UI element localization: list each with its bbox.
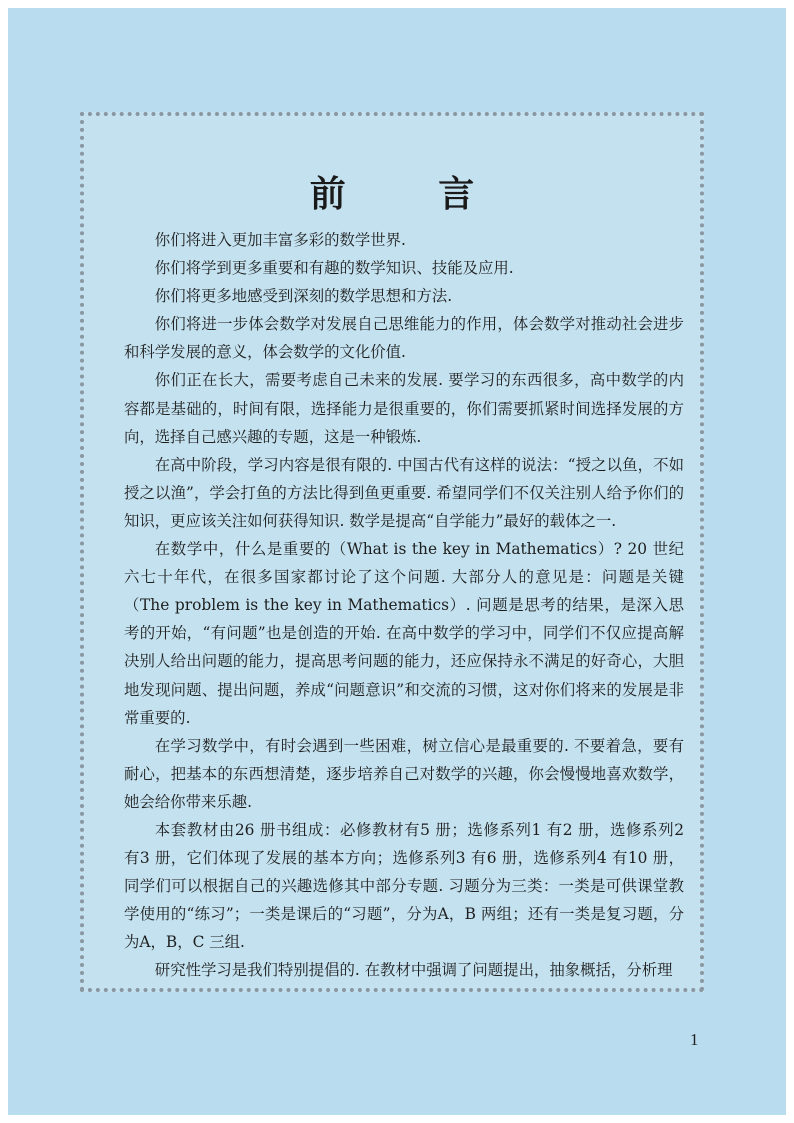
paragraph-7: 在数学中，什么是重要的（What is the key in Mathematics）? 20 世纪六七十年代，在很多国家都讨论了这个问题. 大部分人的意见是：问题是关键（The problem is the key in Mathematics）. 问题是思考的结果，是深入思考的开始，“有问题”也是创造的开始. 在高中数学的学习中，同学们不仅应提高解决别人给出问题的能力，提高思考问题的能力，还应保持永不满足的好奇心，大胆地发现问题、提出问题，养成“问题意识”和交流的习惯，这对你们将来的发展是非常重要的. (124, 540, 684, 727)
preface-body (124, 226, 684, 985)
paragraph-9: 本套教材由26 册书组成：必修教材有5 册；选修系列1 有2 册，选修系列2 有3 册，它们体现了发展的基本方向；选修系列3 有6 册，选修系列4 有10 册，同学们可以根据自己的兴趣选修其中部分专题. 习题分为三类：一类是可供课堂教学使用的“练习”；一类是课后的“习题”，分为A，B 两组；还有一类是复习题，分为A，B，C 三组. (124, 820, 684, 952)
paragraph-3: 你们将更多地感受到深刻的数学思想和方法. (154, 287, 453, 306)
paragraph-10: 研究性学习是我们特别提倡的. 在教材中强调了问题提出，抽象概括，分析理 (154, 961, 673, 980)
paragraph-1: 你们将进入更加丰富多彩的数学世界. (154, 231, 406, 249)
page-title: 前 言 (309, 174, 515, 215)
page-number: 1 (690, 1030, 699, 1049)
textbook-page (8, 8, 786, 1115)
preface-frame (80, 112, 704, 992)
paragraph-6: 在高中阶段，学习内容是很有限的. 中国古代有这样的说法：“授之以鱼，不如授之以渔”，学会打鱼的方法比得到鱼更重要. 希望同学们不仅关注别人给予你们的知识，更应该关注如何获得知识. 数学是提高“自学能力”最好的载体之一. (124, 455, 684, 530)
paragraph-8: 在学习数学中，有时会遇到一些困难，树立信心是最重要的. 不要着急，要有耐心，把基本的东西想清楚，逐步培养自己对数学的兴趣，你会慢慢地喜欢数学，她会给你带来乐趣. (124, 736, 684, 811)
paragraph-4: 你们将进一步体会数学对发展自己思维能力的作用，体会数学对推动社会进步和科学发展的意义，体会数学的文化价值. (124, 315, 684, 362)
paragraph-2: 你们将学到更多重要和有趣的数学知识、技能及应用. (154, 259, 514, 278)
paragraph-5: 你们正在长大，需要考虑自己未来的发展. 要学习的东西很多，高中数学的内容都是基础的，时间有限，选择能力是很重要的，你们需要抓紧时间选择发展的方向，选择自己感兴趣的专题，这是一种锻炼. (124, 371, 684, 446)
